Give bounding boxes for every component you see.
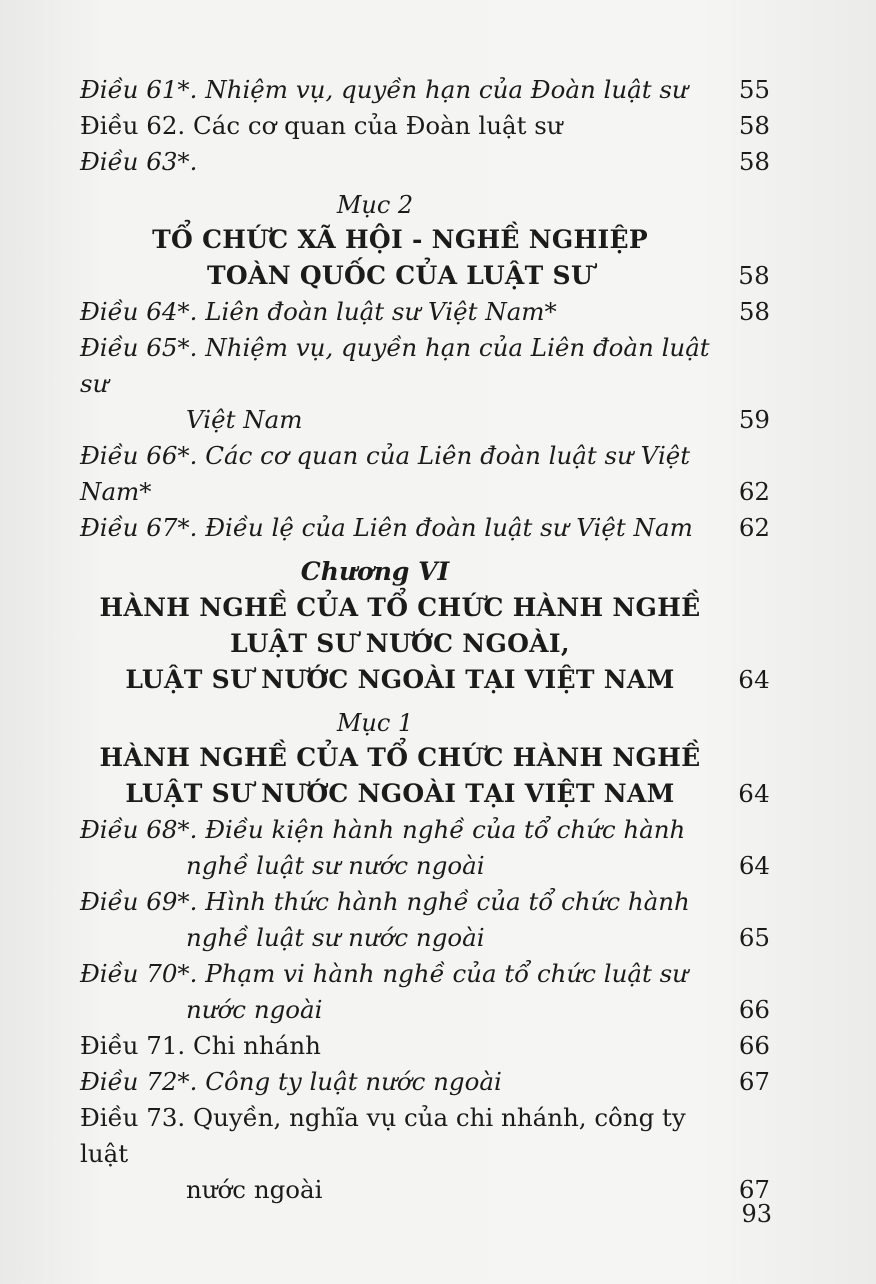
toc-page-number: 62 [738,513,770,542]
toc-page-number: 58 [738,297,770,326]
chapter-label-chuong-6: Chương VI [300,557,450,586]
toc-page-number: 64 [738,779,770,808]
chapter-title-line3: LUẬT SƯ NƯỚC NGOÀI TẠI VIỆT NAM 64 [80,662,720,698]
toc-page-number: 66 [738,995,770,1024]
chapter-title-line1: HÀNH NGHỀ CỦA TỔ CHỨC HÀNH NGHỀ [99,593,701,622]
toc-entry-dieu-73: Điều 73. Quyền, nghĩa vụ của chi nhánh, công ty luật nước ngoài 67 [80,1100,780,1208]
toc-entry-dieu-68: Điều 68*. Điều kiện hành nghề của tổ chức hành nghề luật sư nước ngoài 64 [80,812,780,884]
chapter-title-line2: LUẬT SƯ NƯỚC NGOÀI, [230,629,570,658]
toc-entry-dieu-65: Điều 65*. Nhiệm vụ, quyền hạn của Liên đoàn luật sư Việt Nam 59 [80,330,780,438]
toc-page-number: 65 [738,923,770,952]
section-label-muc-2: Mục 2 [336,191,414,219]
toc-entry-dieu-67: Điều 67*. Điều lệ của Liên đoàn luật sư Việt Nam 62 [80,510,780,546]
toc-entry-dieu-72: Điều 72*. Công ty luật nước ngoài 67 [80,1064,780,1100]
toc-page-number: 67 [738,1067,770,1096]
section-title-muc-1-line1: HÀNH NGHỀ CỦA TỔ CHỨC HÀNH NGHỀ [99,743,701,772]
toc-entry-dieu-69: Điều 69*. Hình thức hành nghề của tổ chức hành nghề luật sư nước ngoài 65 [80,884,780,956]
toc-page-number: 58 [738,261,770,290]
toc-page-number: 66 [738,1031,770,1060]
section-label-muc-1: Mục 1 [336,709,414,737]
section-title-muc-2-line2: TOÀN QUỐC CỦA LUẬT SƯ 58 [80,258,720,294]
section-title-muc-1-line2: LUẬT SƯ NƯỚC NGOÀI TẠI VIỆT NAM 64 [80,776,720,812]
toc-entry-dieu-63: Điều 63*. 58 [80,144,780,180]
toc-entry-dieu-71: Điều 71. Chi nhánh 66 [80,1028,780,1064]
toc-page-number: 62 [738,477,770,506]
toc-page-number: 58 [738,147,770,176]
toc-entry-dieu-62: Điều 62. Các cơ quan của Đoàn luật sư 58 [80,108,780,144]
toc-entry-dieu-64: Điều 64*. Liên đoàn luật sư Việt Nam* 58 [80,294,780,330]
toc-entry-dieu-61: Điều 61*. Nhiệm vụ, quyền hạn của Đoàn luật sư 55 [80,72,780,108]
toc-page-number: 59 [738,405,770,434]
toc-entry-dieu-70: Điều 70*. Phạm vi hành nghề của tổ chức luật sư nước ngoài 66 [80,956,780,1028]
toc-page-number: 58 [738,111,770,140]
table-of-contents [80,72,780,1208]
page-number: 93 [741,1200,772,1228]
toc-page-number: 64 [738,665,770,694]
section-title-muc-2-line1: TỔ CHỨC XÃ HỘI - NGHỀ NGHIỆP [152,225,648,254]
toc-page-number: 67 [738,1175,770,1204]
toc-page-number: 55 [738,75,770,104]
toc-entry-dieu-66: Điều 66*. Các cơ quan của Liên đoàn luật sư Việt Nam* 62 [80,438,780,510]
toc-page-number: 64 [738,851,770,880]
